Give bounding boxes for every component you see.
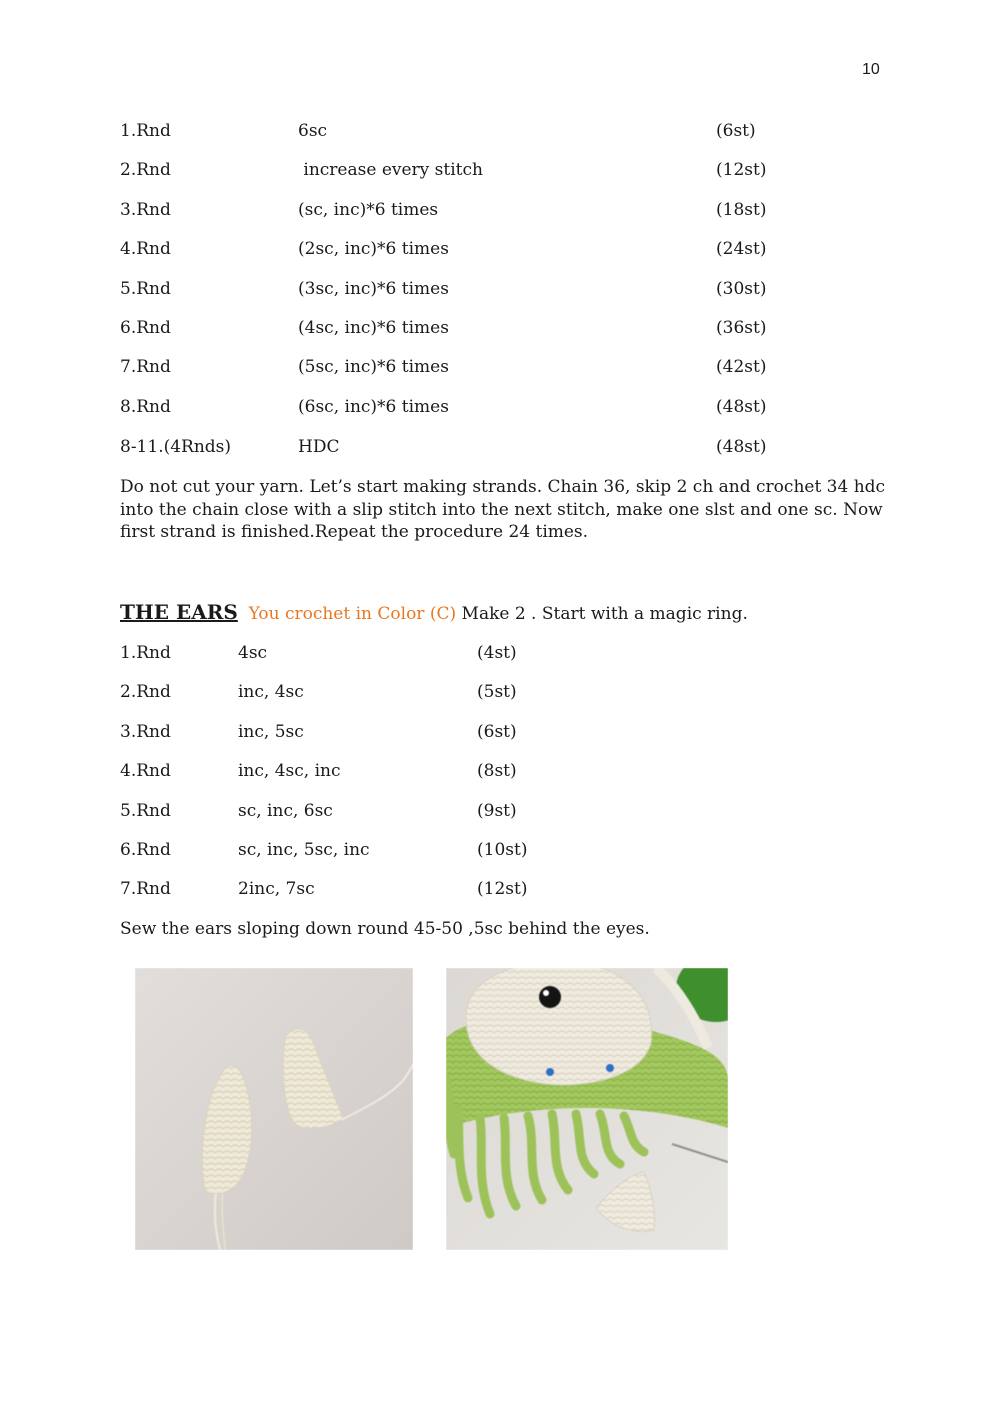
ears-photo (135, 968, 413, 1250)
table-row-instruction: (sc, inc)*6 times (298, 200, 439, 220)
table-row-instruction: sc, inc, 6sc (238, 801, 333, 821)
table-row-round: 4.Rnd (120, 761, 171, 781)
eye (539, 986, 561, 1008)
table-row-count: (18st) (716, 200, 767, 220)
table-row-round: 6.Rnd (120, 318, 171, 338)
ears-instruction: Sew the ears sloping down round 45-50 ,5sc behind the eyes. (120, 919, 650, 939)
heading-rest: Make 2 . Start with a magic ring. (461, 604, 748, 624)
ears-illustration (135, 968, 413, 1250)
table-row-count: (48st) (716, 437, 767, 457)
section-title: THE EARS (120, 600, 238, 624)
table-row-count: (12st) (716, 160, 767, 180)
table-row-instruction: (4sc, inc)*6 times (298, 318, 449, 338)
table-row-count: (36st) (716, 318, 767, 338)
table-row-instruction: (3sc, inc)*6 times (298, 279, 449, 299)
table-row-instruction: (5sc, inc)*6 times (298, 357, 449, 377)
head (466, 968, 652, 1085)
table-row-round: 7.Rnd (120, 879, 171, 899)
table-row-instruction: inc, 4sc (238, 682, 304, 702)
table-row-round: 3.Rnd (120, 722, 171, 742)
table-row-round: 3.Rnd (120, 200, 171, 220)
table-row-round: 8-11.(4Rnds) (120, 437, 232, 457)
table-row-instruction: inc, 5sc (238, 722, 304, 742)
table-row-count: (4st) (477, 643, 517, 663)
frog-hat-illustration (446, 968, 728, 1250)
table-row-round: 5.Rnd (120, 279, 171, 299)
table-row-instruction: increase every stitch (298, 160, 483, 180)
table-row-round: 4.Rnd (120, 239, 171, 259)
table-row-round: 2.Rnd (120, 160, 171, 180)
table-row-count: (5st) (477, 682, 517, 702)
table-row-instruction: (2sc, inc)*6 times (298, 239, 449, 259)
table-row-count: (10st) (477, 840, 528, 860)
page-number: 10 (862, 61, 880, 78)
color-note: You crochet in Color (C) (248, 604, 457, 624)
table-row-round: 1.Rnd (120, 643, 171, 663)
table-row-count: (48st) (716, 397, 767, 417)
table-row-round: 2.Rnd (120, 682, 171, 702)
table-row-round: 8.Rnd (120, 397, 171, 417)
table-row-count: (9st) (477, 801, 517, 821)
table-row-count: (30st) (716, 279, 767, 299)
table-row-round: 7.Rnd (120, 357, 171, 377)
table-row-count: (8st) (477, 761, 517, 781)
table-row-instruction: inc, 4sc, inc (238, 761, 341, 781)
table-row-count: (12st) (477, 879, 528, 899)
table-row-round: 6.Rnd (120, 840, 171, 860)
table-row-instruction: HDC (298, 437, 340, 457)
table-row-round: 1.Rnd (120, 121, 171, 141)
ears-heading (120, 600, 748, 626)
strands-paragraph: Do not cut your yarn. Let’s start making strands. Chain 36, skip 2 ch and crochet 34 hdc into the chain close with a slip stitch into the next stitch, make one slst and one sc. Now first strand is finished.Repeat the procedure 24 times. (120, 477, 886, 542)
table-row-instruction: 6sc (298, 121, 328, 141)
table-row-count: (42st) (716, 357, 767, 377)
table-row-count: (6st) (716, 121, 756, 141)
table-row-instruction: 4sc (238, 643, 268, 663)
table-row-round: 5.Rnd (120, 801, 171, 821)
table-row-instruction: 2inc, 7sc (238, 879, 315, 899)
table-row-instruction: (6sc, inc)*6 times (298, 397, 449, 417)
frog-hat-photo (446, 968, 728, 1250)
table-row-count: (6st) (477, 722, 517, 742)
table-row-instruction: sc, inc, 5sc, inc (238, 840, 370, 860)
table-row-count: (24st) (716, 239, 767, 259)
